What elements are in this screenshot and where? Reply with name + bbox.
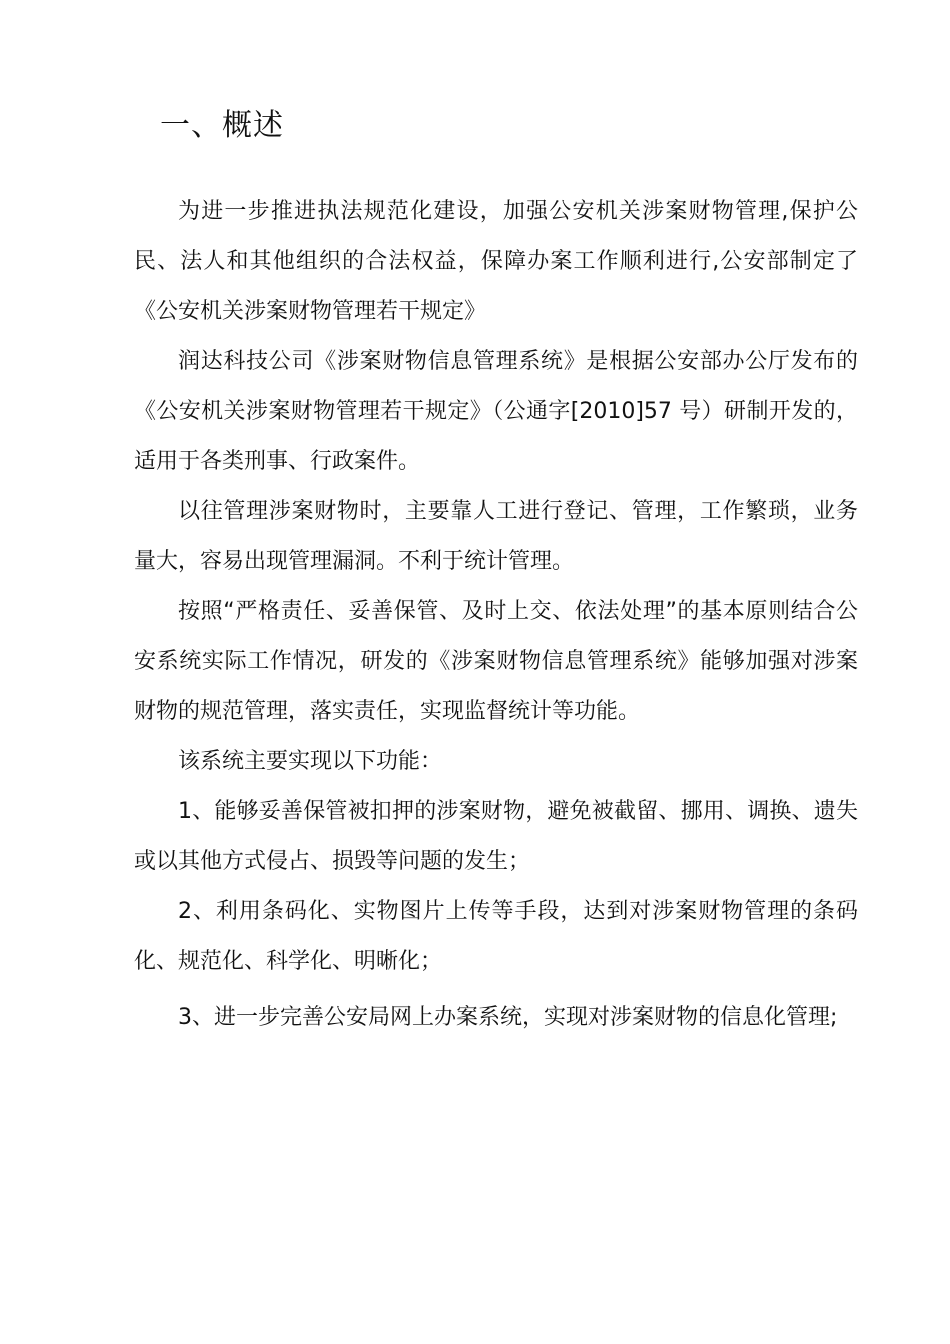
paragraph-intro: 为进一步推进执法规范化建设，加强公安机关涉案财物管理,保护公民、法人和其他组织的合法权益，保障办案工作顺利进行,公安部制定了《公安机关涉案财物管理若干规定》 — [134, 199, 858, 324]
section-heading: 一、概述 — [160, 108, 284, 143]
paragraph-function-3: 3、进一步完善公安局网上办案系统，实现对涉案财物的信息化管理; — [178, 1005, 838, 1030]
body-text — [134, 187, 858, 1043]
paragraph-functions-lead: 该系统主要实现以下功能： — [178, 749, 443, 774]
paragraph-function-1: 1、能够妥善保管被扣押的涉案财物，避免被截留、挪用、调换、遗失或以其他方式侵占、损毁等问题的发生； — [134, 799, 858, 874]
paragraph-previous-practice: 以往管理涉案财物时，主要靠人工进行登记、管理，工作繁琐，业务量大，容易出现管理漏洞。不利于统计管理。 — [134, 499, 858, 574]
paragraph-system-basis: 润达科技公司《涉案财物信息管理系统》是根据公安部办公厅发布的《公安机关涉案财物管理若干规定》（公通字[2010]57 号）研制开发的，适用于各类刑事、行政案件。 — [134, 349, 858, 474]
paragraph-function-2: 2、利用条码化、实物图片上传等手段，达到对涉案财物管理的条码化、规范化、科学化、明晰化； — [134, 899, 858, 974]
paragraph-principles: 按照“严格责任、妥善保管、及时上交、依法处理”的基本原则结合公安系统实际工作情况，研发的《涉案财物信息管理系统》能够加强对涉案财物的规范管理，落实责任，实现监督统计等功能。 — [134, 599, 858, 724]
